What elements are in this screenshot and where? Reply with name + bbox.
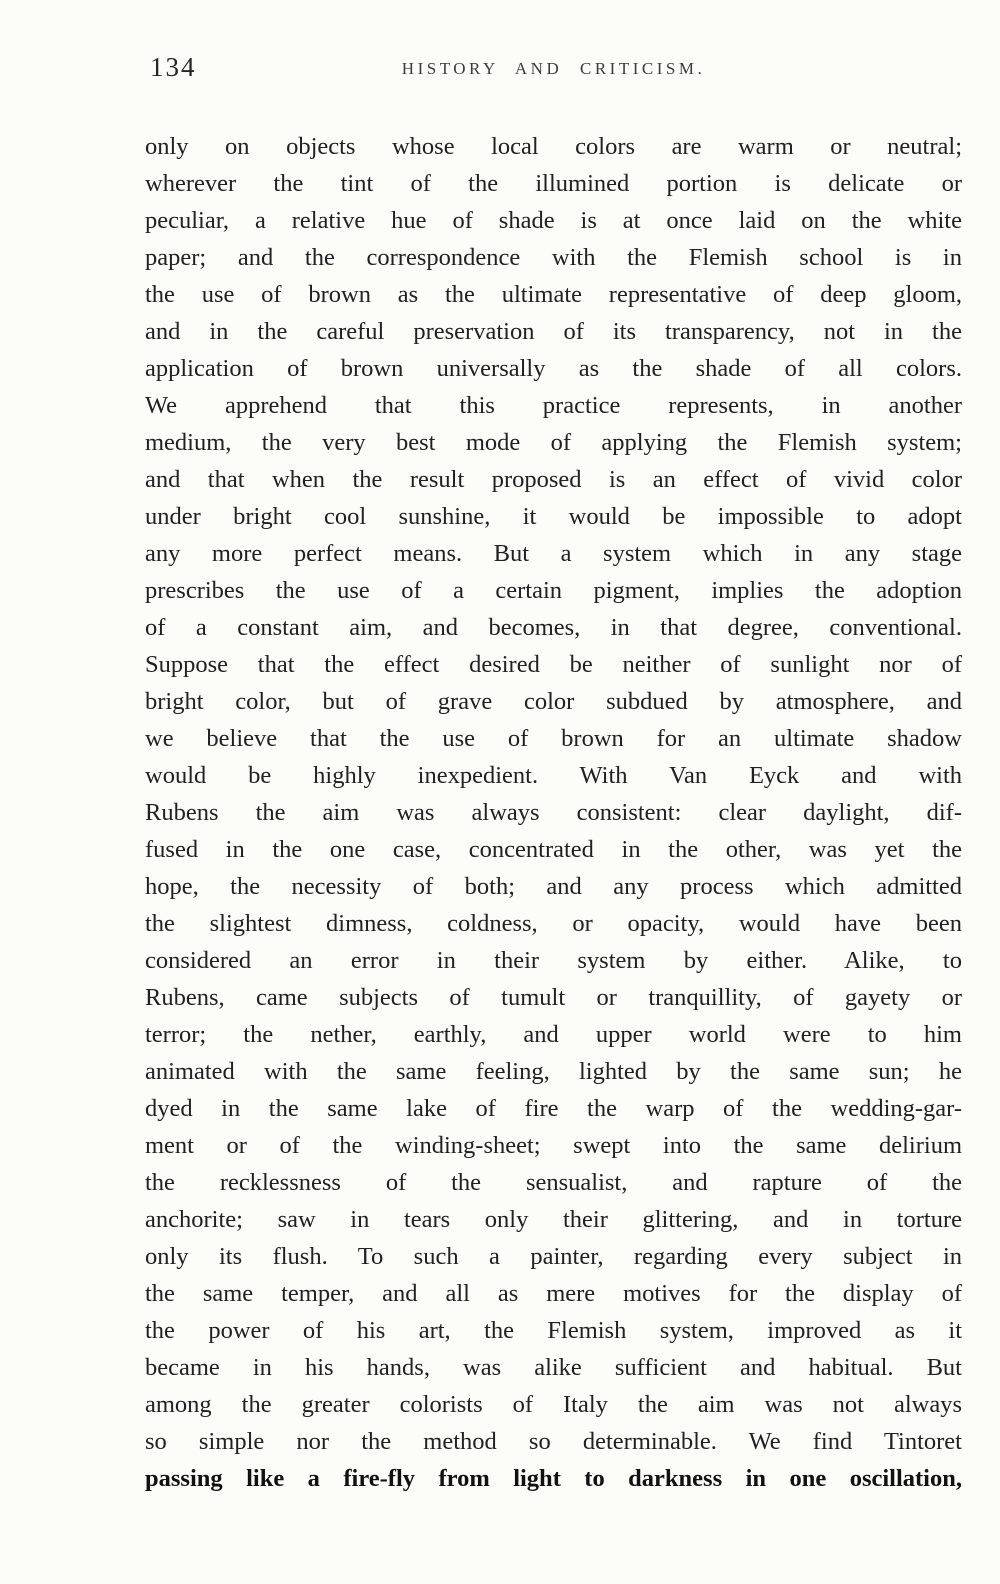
page-number: 134: [150, 52, 197, 82]
body-line: Rubens the aim was always consistent: clear daylight, dif-: [145, 799, 962, 826]
body-line: the same temper, and all as mere motives for the display of: [145, 1280, 962, 1307]
body-line: paper; and the correspondence with the Flemish school is in: [145, 244, 962, 271]
body-line: so simple nor the method so determinable. We find Tintoret: [145, 1428, 962, 1455]
running-head: [145, 52, 962, 86]
body-line: application of brown universally as the shade of all colors.: [145, 355, 962, 382]
body-line: and in the careful preservation of its transparency, not in the: [145, 318, 962, 345]
body-line: the use of brown as the ultimate representative of deep gloom,: [145, 281, 962, 308]
body-line: Suppose that the effect desired be neither of sunlight nor of: [145, 651, 962, 678]
body-line: ment or of the winding-sheet; swept into the same delirium: [145, 1132, 962, 1159]
body-line: fused in the one case, concentrated in the other, was yet the: [145, 836, 962, 863]
body-line: of a constant aim, and becomes, in that degree, conventional.: [145, 614, 962, 641]
body-line: Rubens, came subjects of tumult or tranquillity, of gayety or: [145, 984, 962, 1011]
body-line: medium, the very best mode of applying the Flemish system;: [145, 429, 962, 456]
body-line: became in his hands, was alike sufficient and habitual. But: [145, 1354, 962, 1381]
body-line: and that when the result proposed is an effect of vivid color: [145, 466, 962, 493]
body-line: passing like a fire-fly from light to darkness in one oscillation,: [145, 1465, 962, 1492]
body-line: terror; the nether, earthly, and upper world were to him: [145, 1021, 962, 1048]
body-line: anchorite; saw in tears only their glittering, and in torture: [145, 1206, 962, 1233]
body-line: only its flush. To such a painter, regarding every subject in: [145, 1243, 962, 1270]
body-text: [145, 128, 962, 1497]
body-line: among the greater colorists of Italy the aim was not always: [145, 1391, 962, 1418]
body-line: prescribes the use of a certain pigment, implies the adoption: [145, 577, 962, 604]
body-line: We apprehend that this practice represents, in another: [145, 392, 962, 419]
body-line: only on objects whose local colors are warm or neutral;: [145, 133, 962, 160]
body-line: wherever the tint of the illumined portion is delicate or: [145, 170, 962, 197]
body-line: dyed in the same lake of fire the warp of the wedding-gar-: [145, 1095, 962, 1122]
body-line: the recklessness of the sensualist, and rapture of the: [145, 1169, 962, 1196]
body-line: considered an error in their system by either. Alike, to: [145, 947, 962, 974]
body-line: the power of his art, the Flemish system, improved as it: [145, 1317, 962, 1344]
body-line: animated with the same feeling, lighted by the same sun; he: [145, 1058, 962, 1085]
running-header-title: HISTORY AND CRITICISM.: [401, 59, 706, 78]
body-line: would be highly inexpedient. With Van Eyck and with: [145, 762, 962, 789]
body-line: hope, the necessity of both; and any process which admitted: [145, 873, 962, 900]
body-line: peculiar, a relative hue of shade is at once laid on the white: [145, 207, 962, 234]
body-line: the slightest dimness, coldness, or opacity, would have been: [145, 910, 962, 937]
body-line: we believe that the use of brown for an ultimate shadow: [145, 725, 962, 752]
body-line: under bright cool sunshine, it would be impossible to adopt: [145, 503, 962, 530]
body-line: any more perfect means. But a system which in any stage: [145, 540, 962, 567]
body-line: bright color, but of grave color subdued by atmosphere, and: [145, 688, 962, 715]
